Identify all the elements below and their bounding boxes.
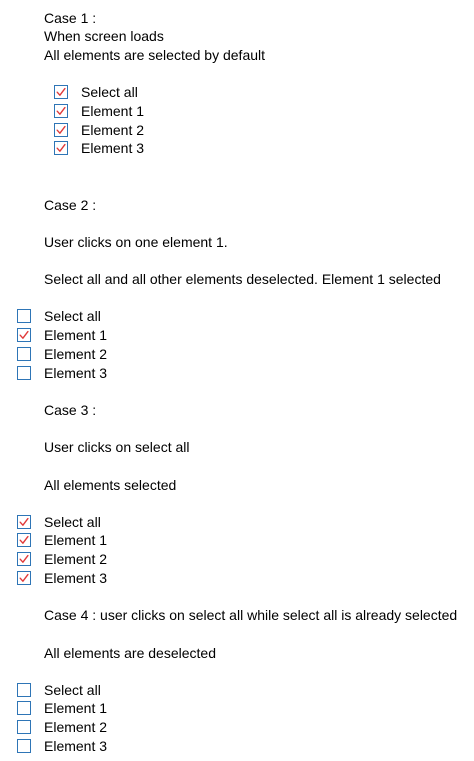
- checkbox[interactable]: [54, 85, 68, 99]
- checkbox-label: Select all: [44, 308, 101, 324]
- case-1-checkbox-row[interactable]: [54, 139, 144, 157]
- case-4-line-1: All elements are deselected: [44, 645, 216, 661]
- checkbox[interactable]: [54, 104, 68, 118]
- checkbox[interactable]: [17, 328, 31, 342]
- case-4-checkbox-row[interactable]: [17, 718, 107, 736]
- checkbox[interactable]: [17, 701, 31, 715]
- case-4-title: Case 4 : user clicks on select all while select all is already selected: [44, 607, 458, 623]
- check-mark-icon: [56, 143, 66, 153]
- case-4-checkbox-row[interactable]: [17, 737, 107, 755]
- case-3-checkbox-row[interactable]: [17, 569, 107, 587]
- case-3-checkbox-row[interactable]: [17, 513, 101, 531]
- case-2-checkbox-row[interactable]: [17, 326, 107, 344]
- check-mark-icon: [19, 573, 29, 583]
- case-1-checkbox-row[interactable]: [54, 102, 144, 120]
- case-1-checkbox-row[interactable]: [54, 121, 144, 139]
- checkbox-label: Element 2: [44, 719, 108, 735]
- case-3-checkbox-row[interactable]: [17, 531, 107, 549]
- checkbox-label: Element 2: [44, 551, 108, 567]
- checkbox[interactable]: [17, 347, 31, 361]
- checkbox-label: Element 1: [44, 327, 108, 343]
- case-2-line-1: User clicks on one element 1.: [44, 234, 228, 250]
- checkbox-label: Element 3: [44, 738, 108, 754]
- checkbox-label: Element 2: [81, 122, 145, 138]
- case-3-title: Case 3 :: [44, 402, 97, 418]
- checkbox-label: Select all: [44, 682, 101, 698]
- checkbox-label: Element 2: [44, 346, 108, 362]
- case-3-checkbox-row[interactable]: [17, 550, 107, 568]
- checkbox-label: Select all: [44, 514, 101, 530]
- check-mark-icon: [56, 125, 66, 135]
- check-mark-icon: [19, 330, 29, 340]
- checkbox-label: Element 1: [81, 103, 145, 119]
- case-2-line-2: Select all and all other elements deselected. Element 1 selected: [44, 271, 441, 287]
- check-mark-icon: [19, 535, 29, 545]
- case-2-title: Case 2 :: [44, 197, 97, 213]
- checkbox[interactable]: [17, 533, 31, 547]
- checkbox[interactable]: [17, 515, 31, 529]
- checkbox-label: Element 3: [44, 365, 108, 381]
- case-1-line-1: When screen loads: [44, 28, 164, 44]
- check-mark-icon: [56, 87, 66, 97]
- checkbox-label: Element 3: [81, 140, 145, 156]
- checkbox[interactable]: [54, 123, 68, 137]
- checkbox[interactable]: [17, 552, 31, 566]
- case-3-line-1: User clicks on select all: [44, 439, 190, 455]
- case-2-checkbox-row[interactable]: [17, 307, 101, 325]
- case-2-checkbox-row[interactable]: [17, 345, 107, 363]
- checkbox[interactable]: [17, 683, 31, 697]
- checkbox[interactable]: [17, 571, 31, 585]
- check-mark-icon: [19, 554, 29, 564]
- case-4-checkbox-row[interactable]: [17, 681, 101, 699]
- checkbox[interactable]: [17, 720, 31, 734]
- case-4-checkbox-row[interactable]: [17, 699, 107, 717]
- checkbox-label: Select all: [81, 84, 138, 100]
- checkbox-label: Element 1: [44, 532, 108, 548]
- checkbox[interactable]: [17, 366, 31, 380]
- checkbox-label: Element 3: [44, 570, 108, 586]
- case-2-checkbox-row[interactable]: [17, 364, 107, 382]
- checkbox[interactable]: [54, 141, 68, 155]
- case-3-line-2: All elements selected: [44, 477, 177, 493]
- checkbox[interactable]: [17, 739, 31, 753]
- checkbox[interactable]: [17, 309, 31, 323]
- check-mark-icon: [56, 106, 66, 116]
- case-1-checkbox-row[interactable]: [54, 83, 138, 101]
- case-1-title: Case 1 :: [44, 10, 97, 26]
- check-mark-icon: [19, 517, 29, 527]
- case-1-line-2: All elements are selected by default: [44, 47, 266, 63]
- checkbox-label: Element 1: [44, 700, 108, 716]
